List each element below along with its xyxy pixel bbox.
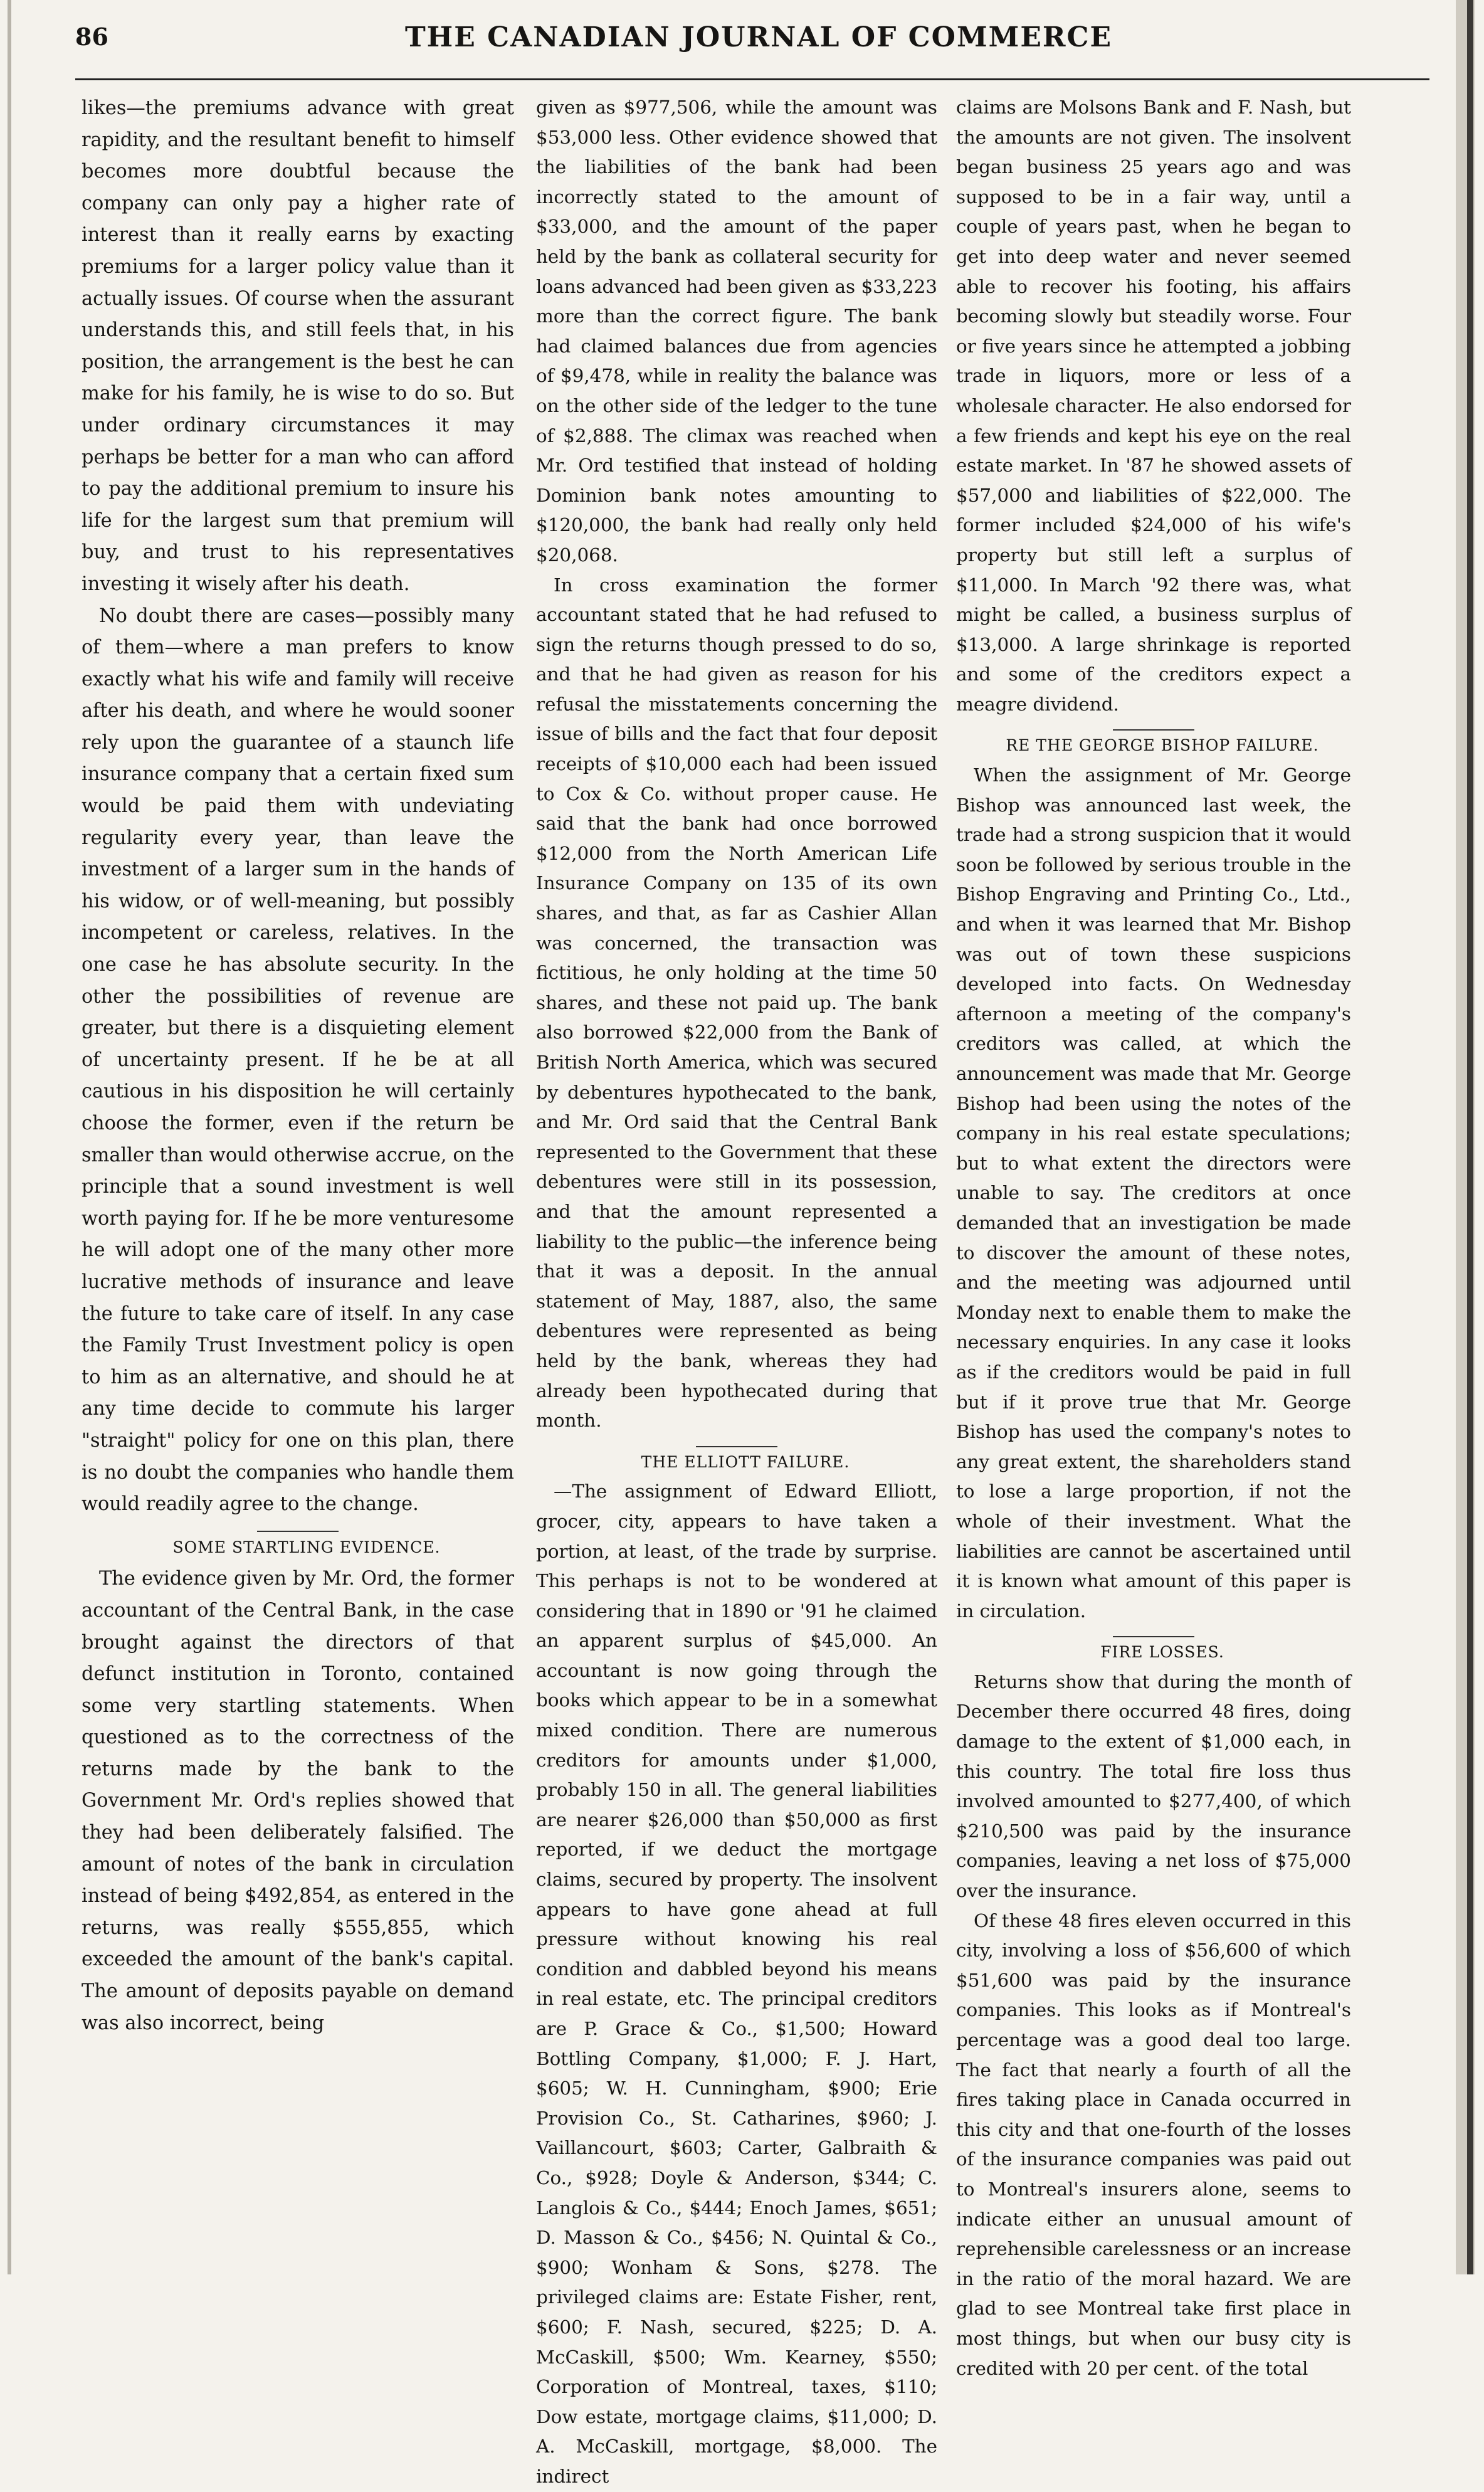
paragraph: likes—the premiums advance with great rapidity, and the resultant benefit to himself becomes more doubtful because the company can only pay a higher rate of interest than it really earns by exacting premiums for a larger policy value than it actually issues. Of course when the assurant understands this, and still feels that, in his position, the arrangement is the best he can make for his family, he is wise to do so. But under ordinary circumstances it may perhaps be better for a man who can afford to pay the additional premium to insure his life for the largest sum that premium will buy, and trust to his representatives investing it wisely after his death. xyxy=(82,97,514,595)
paragraph: Of these 48 fires eleven occurred in this city, involving a loss of $56,600 of which $51,600 was paid by the insurance companies. This looks as if Montreal's percentage was a good deal too large. The fact that nearly a fourth of all the fires taking place in Canada occurred in this city and that one-fourth of the losses of the insurance companies was paid out to Montreal's insurers alone, seems to indicate either an unusual amount of reprehensible carelessness or an increase in the ratio of the moral hazard. We are glad to see Montreal take first place in most things, but when our busy city is credited with 20 per cent. of the total xyxy=(956,1909,1351,2379)
section-heading-fire-losses: FIRE LOSSES. xyxy=(1100,1643,1224,1662)
paragraph: Returns show that during the month of December there occurred 48 fires, doing damage to the extent of $1,000 each, in this country. The total fire loss thus involved amounted to $277,400, of which $210,500 was paid by the insurance companies, leaving a net loss of $75,000 over the insurance. xyxy=(956,1671,1351,1902)
section-heading-startling-evidence: SOME STARTLING EVIDENCE. xyxy=(172,1538,441,1556)
section-heading-elliott-failure: THE ELLIOTT FAILURE. xyxy=(641,1452,850,1471)
page-header xyxy=(0,18,1484,74)
paragraph: given as $977,506, while the amount was $53,000 less. Other evidence showed that the liabilities of the bank had been incorrectly stated to the amount of $33,000, and the amount of the paper held by the bank as collateral security for loans advanced had been given as $33,223 more than the correct figure. The bank had claimed balances due from agencies of $9,478, while in reality the balance was on the other side of the ledger to the tune of $2,888. The climax was reached when Mr. Ord testified that instead of holding Dominion bank notes amounting to $120,000, the bank had really only held $20,068. xyxy=(536,97,937,566)
header-rule xyxy=(75,78,1429,80)
paragraph: claims are Molsons Bank and F. Nash, but the amounts are not given. The insolvent began business 25 years ago and was supposed to be in a fair way, until a couple of years past, when he began to get into deep water and never seemed able to recover his footing, his affairs becoming slowly but steadily worse. Four or five years since he attempted a jobbing trade in liquors, more or less of a wholesale character. He also endorsed for a few friends and kept his eye on the real estate market. In '87 he showed assets of $57,000 and liabilities of $22,000. The former included $24,000 of his wife's property but still left a surplus of $11,000. In March '92 there was, what might be called, a business surplus of $13,000. A large shrinkage is reported and some of the creditors expect a meagre dividend. xyxy=(956,97,1351,715)
paragraph: The evidence given by Mr. Ord, the former accountant of the Central Bank, in the case brought against the directors of that defunct institution in Toronto, contained some very startling statements. When questioned as to the correctness of the returns made by the bank to the Government Mr. Ord's replies showed that they had been deliberately falsified. The amount of notes of the bank in circulation instead of being $492,854, as entered in the returns, was really $555,855, which exceeded the amount of the bank's capital. The amount of deposits payable on demand was also incorrect, being xyxy=(82,1568,514,2034)
journal-title: THE CANADIAN JOURNAL OF COMMERCE xyxy=(404,21,1113,53)
paragraph: —The assignment of Edward Elliott, grocer, city, appears to have taken a portion, at least, of the trade by surprise. This perhaps is not to be wondered at considering that in 1890 or '91 he claimed an apparent surplus of $45,000. An accountant is now going through the books which appear to be in a somewhat mixed condition. There are numerous creditors for amounts under $1,000, probably 150 in all. The general liabilities are nearer $26,000 than $50,000 as first reported, if we deduct the mortgage claims, secured by property. The insolvent appears to have gone ahead at full pressure without knowing his real condition and dabbled beyond his means in real estate, etc. The principal creditors are P. Grace & Co., $1,500; Howard Bottling Company, $1,000; F. J. Hart, $605; W. H. Cunningham, $900; Erie Provision Co., St. Catharines, $960; J. Vaillancourt, $603; Carter, Galbraith & Co., $928; Doyle & Anderson, $344; C. Langlois & Co., $444; Enoch James, $651; D. Masson & Co., $456; N. Quintal & Co., $900; Wonham & Sons, $278. The privileged claims are: Estate Fisher, rent, $600; F. Nash, secured, $225; D. A. McCaskill, $500; Wm. Kearney, $550; Corporation of Montreal, taxes, $110; Dow estate, mortgage claims, $11,000; D. A. McCaskill, mortgage, $8,000. The indirect xyxy=(536,1481,937,2487)
paragraph: No doubt there are cases—possibly many of them—where a man prefers to know exactly what his wife and family will receive after his death, and where he would sooner rely upon the guarantee of a staunch life insurance company that a certain fixed sum would be paid them with undeviating regularity every year, than leave the investment of a larger sum in the hands of his widow, or of well-meaning, but possibly incompetent or careless, relatives. In the one case he has absolute security. In the other the possibilities of revenue are greater, but there is a disquieting element of uncertainty present. If he be at all cautious in his disposition he will certainly choose the former, even if the return be smaller than would otherwise accrue, on the principle that a sound investment is well worth paying for. If he be more venturesome he will adopt one of the many other more lucrative methods of insurance and leave the future to take care of itself. In any case the Family Trust Investment policy is open to him as an alternative, and should he at any time decide to commute his larger "straight" policy for one on this plan, there is no doubt the companies who handle them would readily agree to the change. xyxy=(82,605,514,1516)
column-1 xyxy=(82,93,514,2250)
paragraph: In cross examination the former accountant stated that he had refused to sign the returns though pressed to do so, and that he had given as reason for his refusal the misstatements concerning the issue of bills and the fact that four deposit receipts of $10,000 each had been issued to Cox & Co. without proper cause. He said that the bank had once borrowed $12,000 from the North American Life Insurance Company on 135 of its own shares, and that, as far as Cashier Allan was concerned, the transaction was fictitious, he only holding at the time 50 shares, and these not paid up. The bank also borrowed $22,000 from the Bank of British North America, which was secured by debentures hypothecated to the bank, and Mr. Ord said that the Central Bank represented to the Government that these debentures were still in its possession, and that the amount represented a liability to the public—the inference being that it was a deposit. In the annual statement of May, 1887, also, the same debentures were represented as being held by the bank, whereas they had already been hypothecated during that month. xyxy=(536,574,937,1432)
column-2 xyxy=(536,93,937,2487)
section-heading-bishop-failure: RE THE GEORGE BISHOP FAILURE. xyxy=(1006,736,1319,755)
scan-left-edge xyxy=(8,0,11,2274)
scan-binding-shadow xyxy=(1467,0,1473,2274)
paragraph: When the assignment of Mr. George Bishop was announced last week, the trade had a strong suspicion that it would soon be followed by serious trouble in the Bishop Engraving and Printing Co., Ltd., and when it was learned that Mr. Bishop was out of town these suspicions developed into facts. On Wednesday afternoon a meeting of the company's creditors was called, at which the announcement was made that Mr. George Bishop had been using the notes of the company in his real estate speculations; but to what extent the directors were unable to say. The creditors at once demanded that an investigation be made to discover the amount of these notes, and the meeting was adjourned until Monday next to enable them to make the necessary enquiries. In any case it looks as if the creditors would be paid in full but if it prove true that Mr. George Bishop has used the company's notes to any great extent, the shareholders stand to lose a large proportion, if not the whole of their investment. What the liabilities are cannot be ascertained until it is known what amount of this paper is in circulation. xyxy=(956,764,1351,1622)
page-number: 86 xyxy=(75,23,108,51)
column-3 xyxy=(956,93,1351,2379)
